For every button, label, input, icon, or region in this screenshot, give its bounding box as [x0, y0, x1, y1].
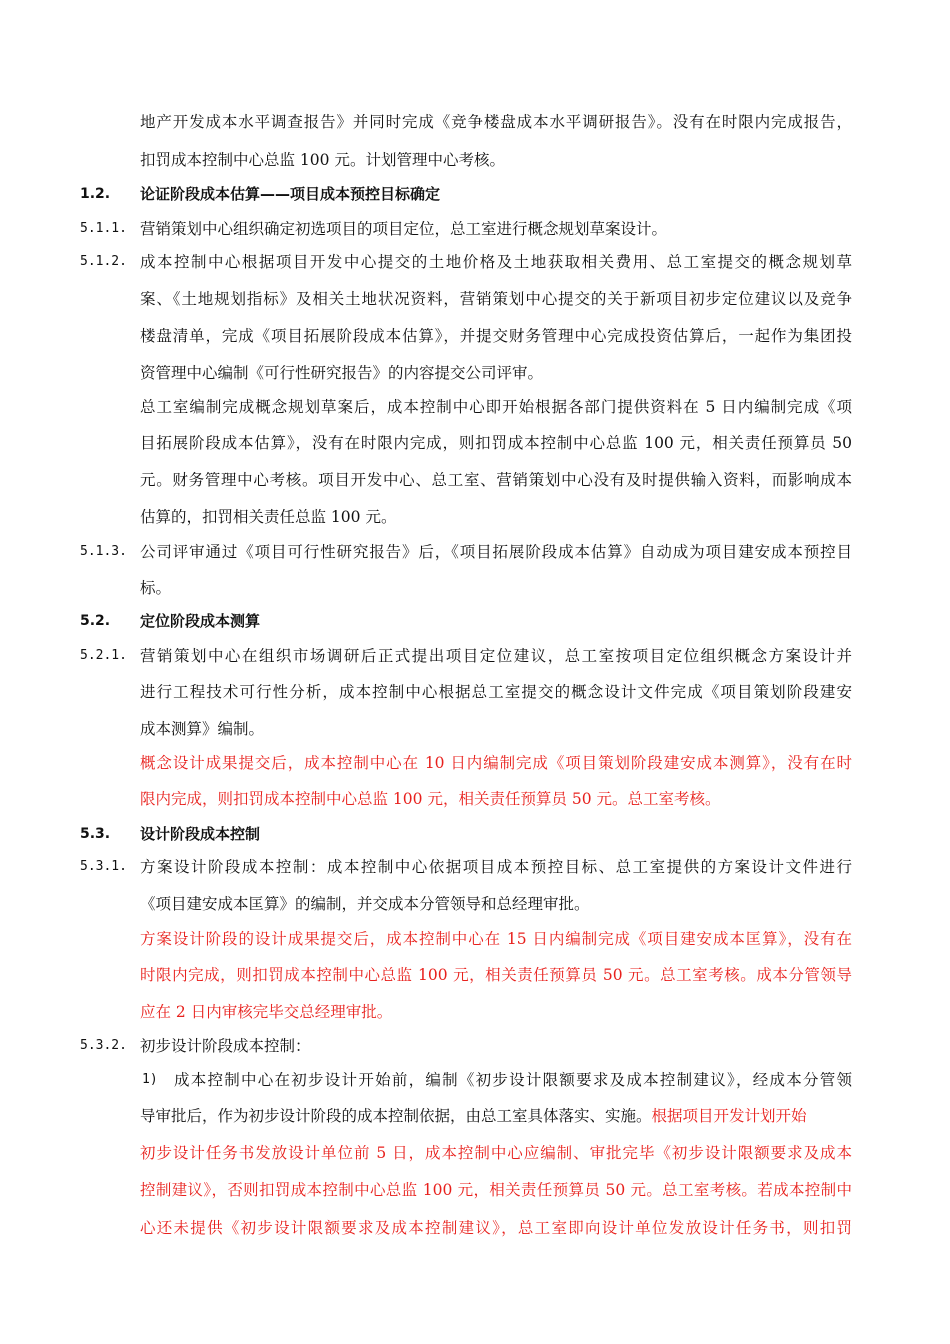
text: 总工室编制完成概念规划草案后，成本控制中心即开始根据各部门提供资料在 5 日内编制完成《项: [140, 398, 852, 416]
text: 资管理中心编制《可行性研究报告》的内容提交公司评审。: [140, 364, 544, 382]
paragraph-line: [0, 280, 950, 318]
clause-number: 5.1.2.: [80, 254, 127, 269]
list-item: [0, 1061, 950, 1099]
clause-5-3-1: [0, 848, 950, 886]
text: 成本测算》编制。: [140, 720, 265, 738]
text: 概念设计成果提交后，成本控制中心在 10 日内编制完成《项目策划阶段建安成本测算》，没有在时: [140, 754, 852, 772]
section-title: 定位阶段成本测算: [140, 612, 261, 630]
text: 导审批后，作为初步设计阶段的成本控制依据，由总工室具体落实、实施。: [140, 1107, 652, 1125]
penalty-line: [0, 1134, 950, 1172]
clause-number: 5.1.3.: [80, 544, 127, 559]
clause-number: 5.3.1.: [80, 859, 127, 874]
text: 楼盘清单，完成《项目拓展阶段成本估算》，并提交财务管理中心完成投资估算后，一起作为集团投: [140, 327, 852, 345]
text: 估算的，扣罚相关责任总监 100 元。: [140, 508, 397, 526]
text: 成本控制中心在初步设计开始前，编制《初步设计限额要求及成本控制建议》，经成本分管领: [174, 1071, 852, 1089]
text: 地产开发成本水平调查报告》并同时完成《竞争楼盘成本水平调研报告》。没有在时限内完成报告，: [140, 113, 852, 131]
section-heading-5-2: [0, 602, 950, 640]
paragraph-line: [0, 354, 950, 392]
penalty-line: [0, 956, 950, 994]
paragraph-line: [0, 461, 950, 499]
text: 扣罚成本控制中心总监 100 元。计划管理中心考核。: [140, 151, 505, 169]
text: 案、《土地规划指标》及相关土地状况资料，营销策划中心提交的关于新项目初步定位建议以及竞争: [140, 290, 852, 308]
text: 初步设计任务书发放设计单位前 5 日，成本控制中心应编制、审批完毕《初步设计限额要求及成本: [140, 1144, 852, 1162]
text: 时限内完成，则扣罚成本控制中心总监 100 元，相关责任预算员 50 元。总工室考核。成本分管领导: [140, 966, 852, 984]
paragraph-line: [0, 103, 950, 141]
text: 控制建议》，否则扣罚成本控制中心总监 100 元，相关责任预算员 50 元。总工室考核。若成本控制中: [140, 1181, 852, 1199]
paragraph-line: [0, 388, 950, 426]
paragraph-line: [0, 424, 950, 462]
list-marker: 1): [142, 1072, 158, 1087]
penalty-line: [0, 993, 950, 1031]
text: 元。财务管理中心考核。项目开发中心、总工室、营销策划中心没有及时提供输入资料，而影响成本: [140, 471, 852, 489]
section-number: 1.2.: [80, 186, 111, 202]
section-title: 设计阶段成本控制: [140, 825, 261, 843]
text: 标。: [140, 579, 172, 597]
text: 公司评审通过《项目可行性研究报告》后，《项目拓展阶段成本估算》自动成为项目建安成本预控目: [140, 543, 852, 561]
penalty-line: [0, 744, 950, 782]
text: 营销策划中心组织确定初选项目的项目定位，总工室进行概念规划草案设计。: [140, 220, 668, 238]
paragraph-line: [0, 317, 950, 355]
clause-5-1-3: [0, 533, 950, 571]
clause-5-3-2: [0, 1027, 950, 1065]
clause-number: 5.1.1.: [80, 221, 127, 236]
penalty-line: [0, 920, 950, 958]
clause-5-2-1: [0, 637, 950, 675]
section-number: 5.2.: [80, 613, 111, 629]
paragraph-line: [0, 1097, 950, 1135]
text: 心还未提供《初步设计限额要求及成本控制建议》，总工室即向设计单位发放设计任务书，则扣罚: [140, 1219, 852, 1237]
paragraph-line: [0, 673, 950, 711]
text: 初步设计阶段成本控制：: [140, 1037, 311, 1055]
paragraph-line: [0, 885, 950, 923]
text: 《项目建安成本匡算》的编制，并交成本分管领导和总经理审批。: [140, 895, 590, 913]
text: 目拓展阶段成本估算》，没有在时限内完成，则扣罚成本控制中心总监 100 元，相关责任预算员 50: [140, 434, 852, 452]
text: 方案设计阶段成本控制：成本控制中心依据项目成本预控目标、总工室提供的方案设计文件进行: [140, 858, 852, 876]
clause-5-1-2: [0, 243, 950, 281]
clause-number: 5.3.2.: [80, 1038, 127, 1053]
text: 应在 2 日内审核完毕交总经理审批。: [140, 1003, 393, 1021]
text: 成本控制中心根据项目开发中心提交的土地价格及土地获取相关费用、总工室提交的概念规划草: [140, 253, 852, 271]
penalty-text: 根据项目开发计划开始: [651, 1107, 807, 1125]
section-heading-1-2: [0, 175, 950, 213]
paragraph-line: [0, 710, 950, 748]
text: 方案设计阶段的设计成果提交后，成本控制中心在 15 日内编制完成《项目建安成本匡算》，没有在: [140, 930, 852, 948]
text: 营销策划中心在组织市场调研后正式提出项目定位建议，总工室按项目定位组织概念方案设计并: [140, 647, 852, 665]
paragraph-line: [0, 498, 950, 536]
section-number: 5.3.: [80, 826, 111, 842]
penalty-line: [0, 1209, 950, 1247]
penalty-line: [0, 1171, 950, 1209]
text: 进行工程技术可行性分析，成本控制中心根据总工室提交的概念设计文件完成《项目策划阶段建安: [140, 683, 852, 701]
clause-number: 5.2.1.: [80, 648, 127, 663]
penalty-line: [0, 780, 950, 818]
section-title: 论证阶段成本估算——项目成本预控目标确定: [140, 185, 441, 203]
text: 限内完成，则扣罚成本控制中心总监 100 元，相关责任预算员 50 元。总工室考核。: [140, 790, 721, 808]
mixed-text: [140, 1097, 852, 1135]
paragraph-line: [0, 141, 950, 179]
